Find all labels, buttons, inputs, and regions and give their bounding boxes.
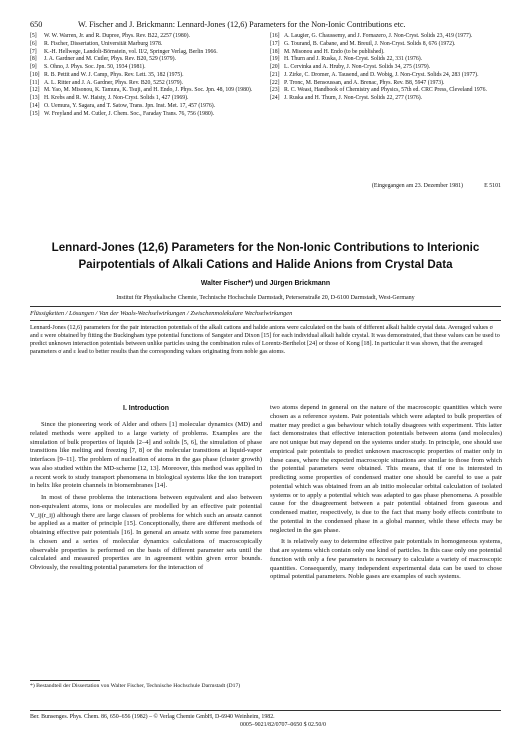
reference-item xyxy=(30,56,262,64)
reference-number: [15] xyxy=(30,110,40,117)
reference-number: [5] xyxy=(30,33,37,39)
reference-text: K.-H. Hellwege, Landolt-Börnstein, vol. II/2, Springer Verlag, Berlin 1966. xyxy=(44,48,218,55)
reference-text: L. Cervinka and A. Hruby, J. Non-Cryst. Solids 34, 275 (1979). xyxy=(284,64,431,70)
reference-item xyxy=(270,87,502,95)
reference-number: [17] xyxy=(270,40,280,47)
reference-text: W. Freyland and M. Cutler, J. Chem. Soc., Faraday Trans. 76, 756 (1980). xyxy=(44,110,215,117)
reference-number: [14] xyxy=(30,102,40,109)
reference-item xyxy=(270,95,502,103)
issn-line: 0005–9021/82/0707–0650 $ 02.50/0 xyxy=(240,721,326,728)
section-heading: I. Introduction xyxy=(123,405,169,412)
reference-number: [18] xyxy=(270,48,280,55)
reference-item xyxy=(270,41,502,49)
body-paragraph: In most of these problems the interactions between equivalent and also between non-equivalent atoms, ions or molecules are modelled by an effective pair potential V_ij(r_ij) although there are large classes of problems for which such an ansatz cannot be applied as a matter of principle [15]. Conceptionally, there are different methods of obtaining effective pair potentials [16]. In general an ansatz with some free parameters is chosen and a series of molecular dynamics calculations of macroscopically observable properties is performed on the basis of different parameter sets until the calculated and measured properties are in agreement within given error bounds. Obviously, the resulting potential parameters for the interaction of xyxy=(30,494,262,571)
received-date: (Eingegangen am 23. Dezember 1981) xyxy=(371,183,463,189)
reference-number: [16] xyxy=(270,33,280,39)
reference-number: [7] xyxy=(30,48,37,55)
running-title: W. Fischer and J. Brickmann: Lennard-Jones (12,6) Parameters for the Non-Ionic Contributions etc. xyxy=(78,20,406,29)
keywords-top-rule xyxy=(30,306,501,307)
reference-number: [20] xyxy=(270,64,280,70)
reference-text: G. Tourand, B. Cabane, and M. Breuil, J. Non-Cryst. Solids 8, 676 (1972). xyxy=(284,40,456,47)
body-paragraph: It is relatively easy to determine effective pair potentials in homogeneous systems, that are systems which contain only one kind of particles. In this case only one potential function with only a few parameters is necessary to calculate a variety of macroscopic quantities. Consequently, many independent experimental data can be used to chose optimal potential parameters. Noble gases are examples of such systems. xyxy=(270,538,502,581)
reference-number: [6] xyxy=(30,40,37,47)
reference-text: P. Tronc, M. Bensoussan, and A. Brenac, Phys. Rev. B8, 5947 (1973). xyxy=(284,79,445,86)
reference-text: J. Zirke, C. Dromer, A. Tausend, and D. Wobig, J. Non-Cryst. Solids 24, 283 (1977). xyxy=(284,71,479,78)
reference-item xyxy=(30,33,262,41)
reference-item xyxy=(30,103,262,111)
reference-item xyxy=(270,33,502,41)
page-number: 650 xyxy=(30,20,43,29)
body-column-right xyxy=(270,404,502,585)
reference-item xyxy=(30,41,262,49)
body-paragraph: Since the pioneering work of Alder and others [1] molecular dynamics (MD) and related methods were applied to a large variety of problems. Examples are the simulation of bulk properties of liquids [2–4] and solids [5, 6], the simulation of phase transitions like melting and freezing [7, 8] or the molecular transitions at liquid-vapor interfaces [9–11]. The problem of nucleation of atoms in the gas phase (cluster growth) was also studied within the MD-scheme [12, 13]. Moreover, this method was applied in a recent work to study transport phenomena in biological systems like the ion transport in helix like protein channels in biomembranes [14]. xyxy=(30,421,262,490)
reference-text: R. C. Weast, Handbook of Chemistry and Physics, 57th ed. CRC Press, Cleveland 1976. xyxy=(284,87,487,94)
reference-number: [19] xyxy=(270,56,280,63)
reference-number: [21] xyxy=(270,71,280,78)
reference-text: S. Ohno, J. Phys. Soc. Jpn. 50, 1934 (1981). xyxy=(44,64,146,70)
manuscript-id: E 5101 xyxy=(484,183,501,189)
reference-text: M. Yao, M. Misonou, K. Tamura, K. Tsuji, and H. Endo, J. Phys. Soc. Jpn. 48, 109 (1980). xyxy=(44,87,253,94)
journal-footer xyxy=(30,714,501,730)
article-authors: Walter Fischer*) und Jürgen Brickmann xyxy=(200,280,331,287)
reference-item xyxy=(30,111,262,119)
reference-item xyxy=(30,72,262,80)
reference-number: [10] xyxy=(30,71,40,78)
article-affiliation: Institut für Physikalische Chemie, Technische Hochschule Darmstadt, Petersenstraße 20, D-6100 Darmstadt, West-Germany xyxy=(116,295,415,301)
reference-text: H. Thurn and J. Ruska, J. Non-Cryst. Solids 22, 331 (1976). xyxy=(284,56,423,63)
reference-number: [8] xyxy=(30,56,37,63)
footnote: *) Bestandteil der Dissertation von Walter Fischer, Technische Hochschule Darmstadt (D17) xyxy=(30,683,241,689)
reference-number: [12] xyxy=(30,87,40,94)
reference-item xyxy=(30,95,262,103)
keywords-bottom-rule xyxy=(30,320,501,321)
reference-number: [9] xyxy=(30,64,37,70)
reference-text: A. Laugier, G. Chaussemy, and J. Fornazero, J. Non-Cryst. Solids 23, 419 (1977). xyxy=(284,33,473,39)
article-abstract: Lennard-Jones (12,6) parameters for the pair interaction potentials of the alkali cations and halide anions were calculated on the basis of different alkali halide crystal data. Averaged values σ and ε were obtained by fitting the Buckingham type potential functions of Sangster and Dixon [15] for each individual alkali halide crystal. It was demonstrated, that these values can be used to predict unknown interaction potentials between unlike particles using the combination rules of Lorentz-Berthelot [24] or those of Kong [18]. In particular it was shown, that the averaged parameters σ and ε lead to better results than the corresponding values originating from noble gas atoms. xyxy=(30,325,500,355)
reference-text: M. Misonou and H. Endo (to be published). xyxy=(284,48,385,55)
reference-text: R. Fischer, Dissertation, Universität Marburg 1978. xyxy=(44,40,163,47)
reference-number: [23] xyxy=(270,87,280,94)
reference-list-right xyxy=(270,33,502,103)
reference-item xyxy=(30,64,262,72)
footer-rule xyxy=(30,710,501,711)
reference-item xyxy=(270,64,502,72)
reference-item xyxy=(270,72,502,80)
reference-text: W. W. Warren, Jr. and R. Dupree, Phys. Rev. B22, 2257 (1980). xyxy=(44,33,190,39)
reference-list-left xyxy=(30,33,262,118)
reference-number: [13] xyxy=(30,95,40,101)
citation-line: Ber. Bunsenges. Phys. Chem. 86, 650–656 (1982) – © Verlag Chemie GmbH, D-6940 Weinheim, 1982. xyxy=(30,714,275,720)
article-title: Lennard-Jones (12,6) Parameters for the Non-Ionic Contributions to Interionic Pairpotentials of Alkali Cations and Halide Anions from Crystal Data xyxy=(51,241,480,271)
reference-number: [24] xyxy=(270,95,280,101)
reference-text: J. Ruska and H. Thurn, J. Non-Cryst. Solids 22, 277 (1976). xyxy=(284,95,423,101)
reference-text: O. Uemura, Y. Sagara, and T. Satow, Trans. Jpn. Inst. Met. 17, 457 (1976). xyxy=(44,102,216,109)
reference-number: [11] xyxy=(30,79,40,86)
body-column-left xyxy=(30,421,262,576)
reference-text: R. B. Pettit and W. J. Camp, Phys. Rev. Lett. 35, 182 (1975). xyxy=(44,71,184,78)
reference-number: [22] xyxy=(270,79,280,86)
body-paragraph: two atoms depend in general on the nature of the macroscopic quantities which were chosen as a reference system. Pair potentials which were adapted to bulk properties of matter may predict a gas behaviour which totally disagrees with experiment. This latter fact demonstrates that effective interaction potentials between atoms (and molecules) are not unique but may depend on the systems under study. In principle, one should use empirical pair potentials to predict unknown macroscopic properties of matter only in these cases, where the expected macroscopic situations are similar to those from which the potential parameters were obtained. This means, that if one is interested in predicting some properties of condensed matter one should be careful to use a pair potential which was obtained from an ab initio molecular orbital calculation of isolated systems or to apply a potential which was adapted to gas phase phenomena. A possible cause for the disagreement between a pair potential obtained from gaseous and condensed matter, respectively, is due to the fact that many body effects contribute to the potential in the condensed phase in a global manner, while these effects may be neglected in the gas phase. xyxy=(270,404,502,534)
reference-text: H. Krebs and R. W. Haisty, J. Non-Cryst. Solids 1, 427 (1969). xyxy=(44,95,189,101)
reference-text: J. A. Gardner and M. Cutler, Phys. Rev. B20, 529 (1979). xyxy=(44,56,176,63)
reference-item xyxy=(30,87,262,95)
article-keywords: Flüssigkeiten / Lösungen / Van der Waals-Wechselwirkungen / Zwischenmolekulare Wechselwirkungen xyxy=(30,310,293,317)
footnote-rule xyxy=(30,680,100,681)
reference-text: A. L. Ritter and J. A. Gardner, Phys. Rev. B20, 5252 (1979). xyxy=(44,79,183,86)
reference-item xyxy=(270,56,502,64)
